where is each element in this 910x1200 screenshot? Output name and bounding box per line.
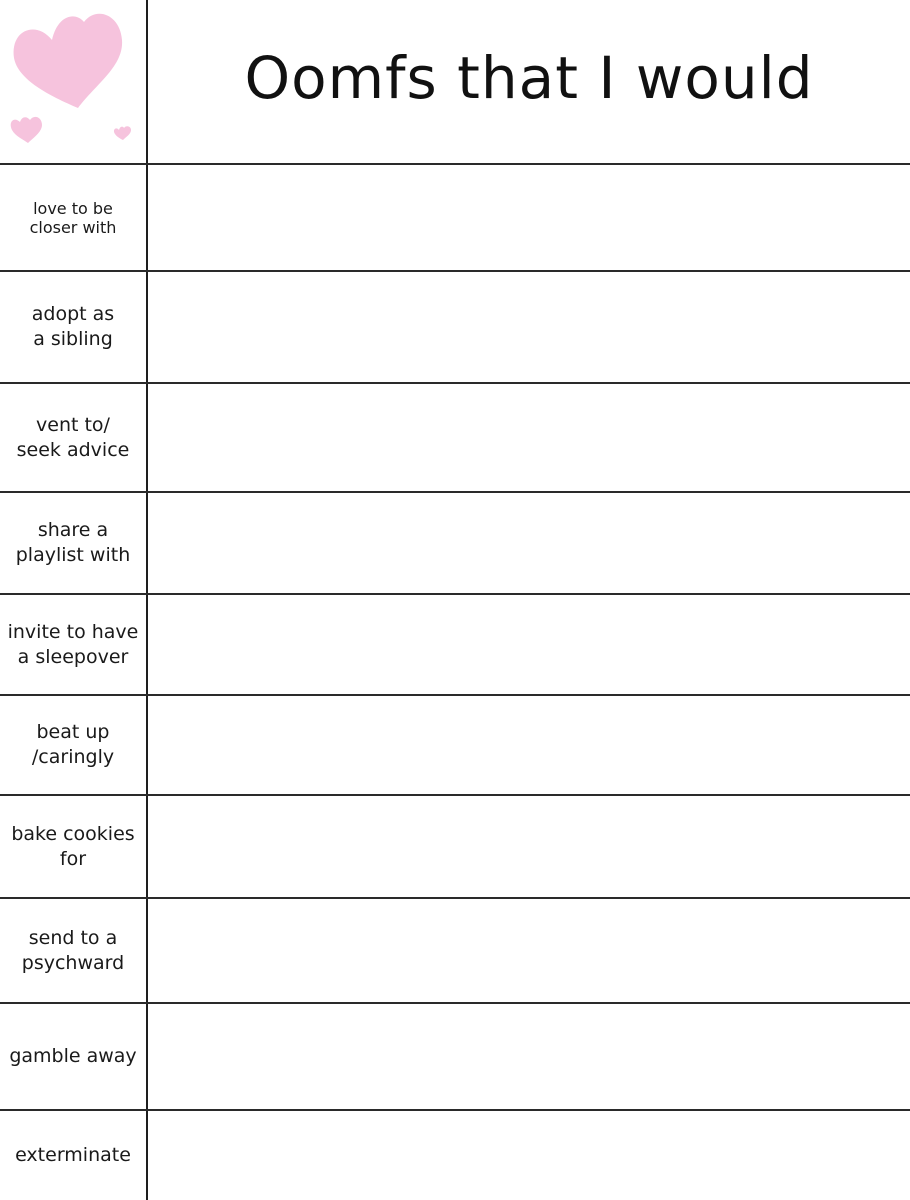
- row-label: exterminate: [15, 1144, 131, 1166]
- answer-cell: [148, 165, 910, 270]
- answer-cell: [148, 493, 910, 593]
- answer-cell: [148, 696, 910, 794]
- row-label: share a playlist with: [15, 519, 131, 566]
- row-label: beat up /caringly: [31, 721, 115, 768]
- answer-cell: [148, 899, 910, 1002]
- header-decoration: [0, 0, 146, 164]
- answer-cell: [148, 384, 910, 491]
- answer-cell: [148, 796, 910, 897]
- answer-cell: [148, 1004, 910, 1109]
- row-label: love to be closer with: [29, 198, 117, 237]
- heart-icon: [11, 117, 42, 143]
- answer-cell: [148, 595, 910, 694]
- answer-cell: [148, 1111, 910, 1200]
- row-label: invite to have a sleepover: [7, 620, 139, 668]
- row-label: send to a psychward: [21, 926, 125, 974]
- row-label: gamble away: [9, 1045, 137, 1067]
- page-title: Oomfs that I would: [244, 44, 814, 112]
- heart-icon: [14, 14, 123, 108]
- row-label: vent to/ seek advice: [16, 413, 130, 461]
- answer-cell: [148, 272, 910, 382]
- row-label: bake cookies for: [11, 822, 135, 870]
- heart-icon: [114, 126, 131, 140]
- hearts-graphic: [0, 0, 146, 164]
- row-label: adopt as a sibling: [31, 303, 115, 350]
